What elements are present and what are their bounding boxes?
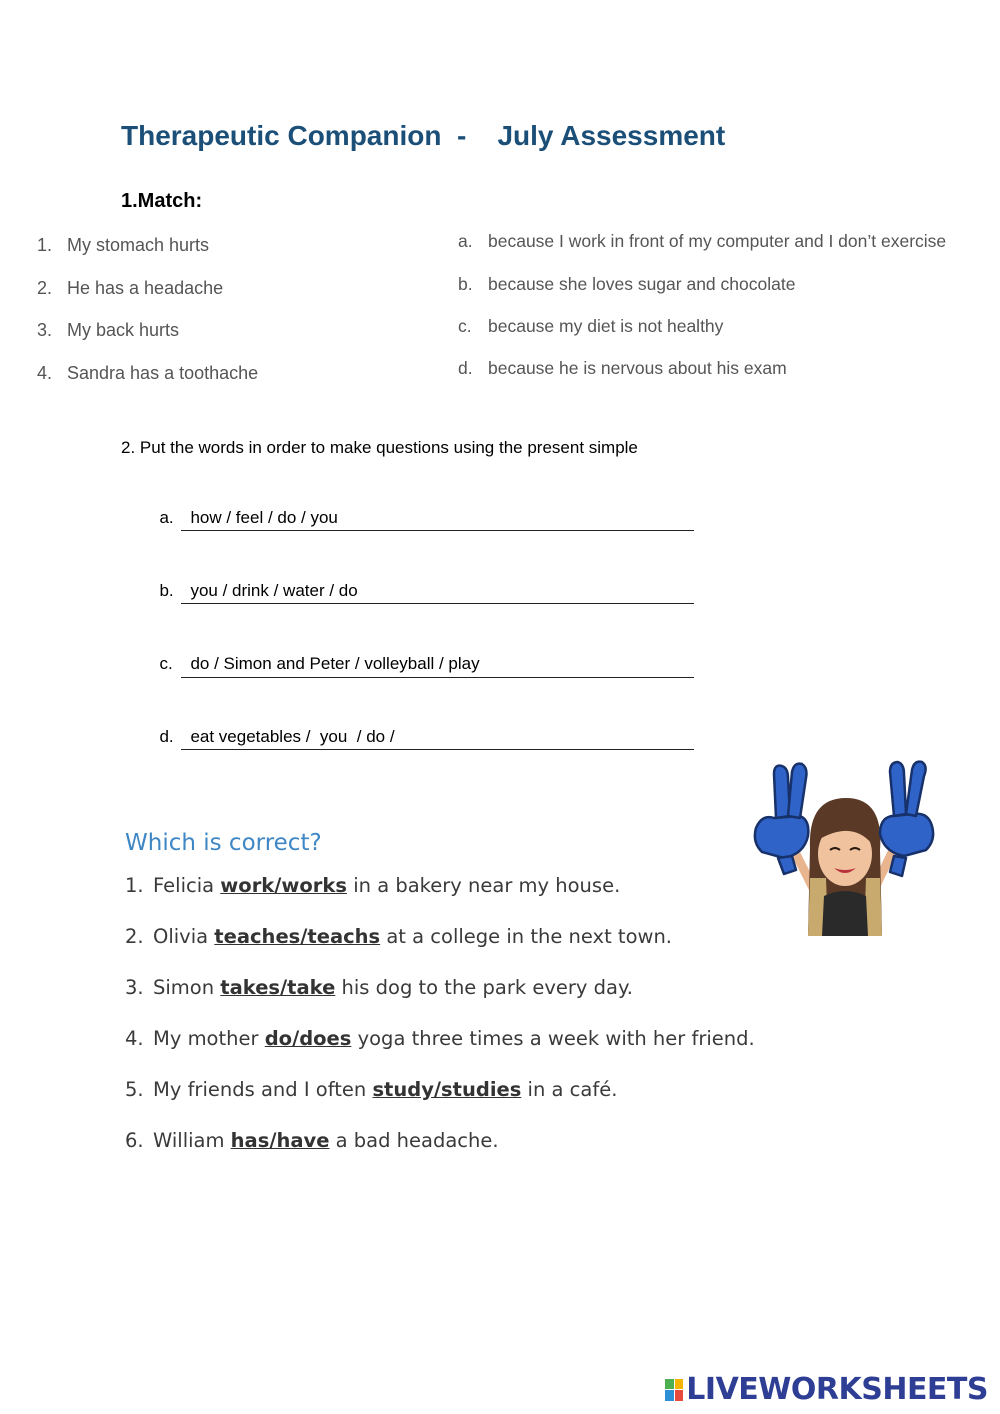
match-left-item: 1. My stomach hurts [37, 235, 210, 255]
avatar-foam-fingers-illustration [748, 758, 940, 940]
choice-option[interactable]: work/works [220, 874, 348, 897]
page-title: Therapeutic Companion - July Assessment [121, 120, 726, 151]
choice-item: 3. Simon takes/take his dog to the park every day. [125, 976, 633, 999]
match-left-item: 2. He has a headache [37, 278, 224, 298]
choice-option[interactable]: has/have [230, 1129, 330, 1152]
question-item: d. eat vegetables / you / do / [159, 727, 395, 746]
choice-option[interactable]: do/does [264, 1027, 352, 1050]
match-right-item: b. because she loves sugar and chocolate [458, 274, 796, 294]
match-right-item: a. because I work in front of my computer and I don’t exercise [458, 231, 947, 251]
answer-line[interactable] [181, 603, 694, 604]
section2-instruction: 2. Put the words in order to make questions using the present simple [121, 438, 638, 457]
section3-heading: Which is correct? [125, 830, 322, 856]
choice-item: 6. William has/have a bad headache. [125, 1129, 499, 1152]
choice-option[interactable]: teaches/teachs [214, 925, 381, 948]
choice-item: 2. Olivia teaches/teachs at a college in the next town. [125, 925, 673, 948]
choice-item: 1. Felicia work/works in a bakery near my house. [125, 874, 621, 897]
choice-option[interactable]: study/studies [372, 1078, 522, 1101]
answer-line[interactable] [181, 530, 694, 531]
choice-item: 5. My friends and I often study/studies in a café. [125, 1078, 618, 1101]
match-left-item: 3. My back hurts [37, 320, 180, 340]
brand-text: LIVEWORKSHEETS [686, 1372, 988, 1407]
match-right-item: c. because my diet is not healthy [458, 316, 724, 336]
choice-item: 4. My mother do/does yoga three times a week with her friend. [125, 1027, 755, 1050]
match-right-item: d. because he is nervous about his exam [458, 358, 787, 378]
section1-heading: 1.Match: [121, 190, 203, 212]
liveworksheets-logo [665, 1372, 988, 1407]
choice-option[interactable]: takes/take [220, 976, 336, 999]
logo-squares-icon [665, 1379, 683, 1401]
answer-line[interactable] [181, 749, 694, 750]
answer-line[interactable] [181, 677, 694, 678]
question-item: c. do / Simon and Peter / volleyball / play [159, 654, 480, 673]
question-item: b. you / drink / water / do [159, 581, 358, 600]
question-item: a. how / feel / do / you [159, 508, 338, 527]
match-left-item: 4. Sandra has a toothache [37, 363, 259, 383]
